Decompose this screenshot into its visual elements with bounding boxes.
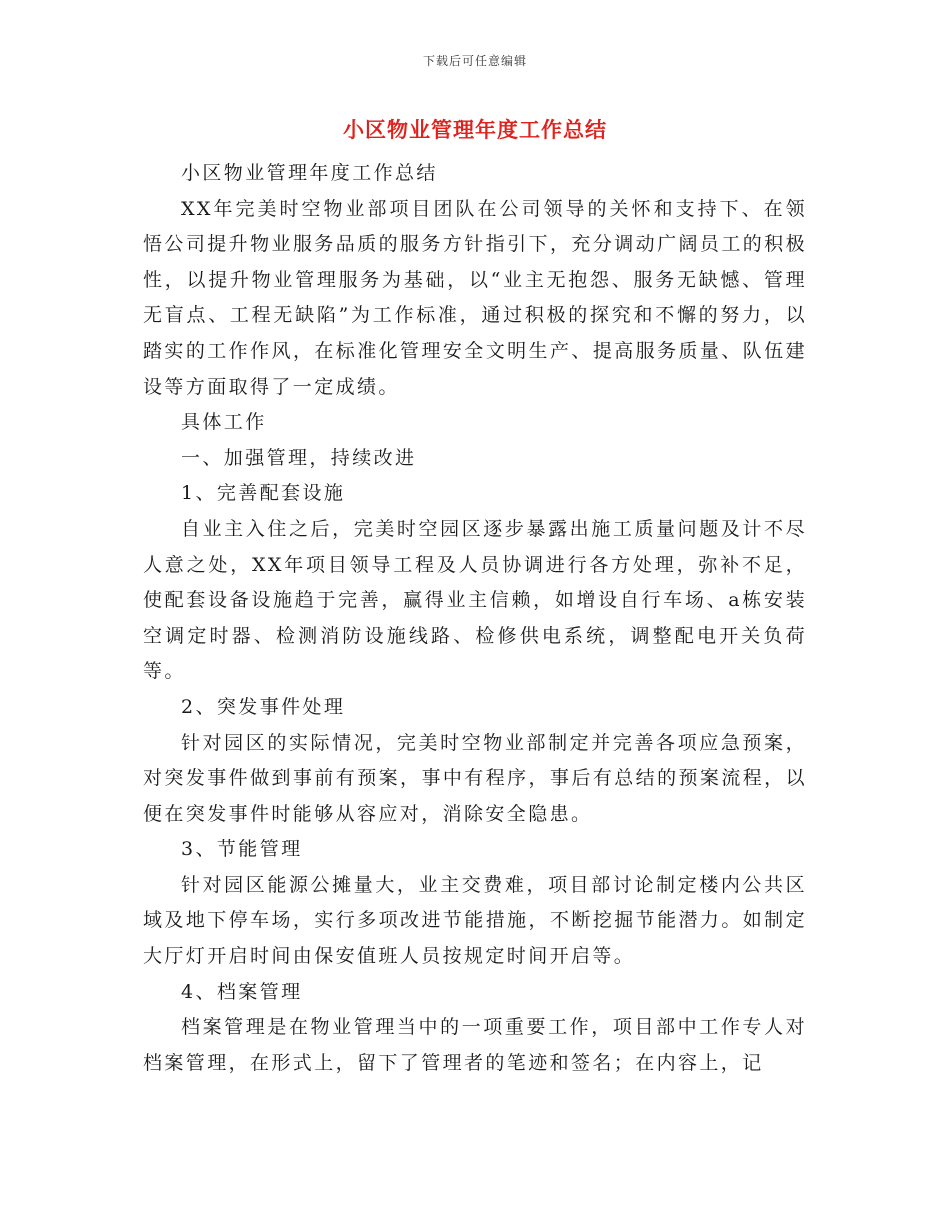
subheading-energy: 3、节能管理 bbox=[181, 838, 303, 861]
subheading-facilities: 1、完善配套设施 bbox=[181, 482, 346, 505]
document-title: 小区物业管理年度工作总结 bbox=[343, 117, 607, 142]
section-heading-strengthen-management: 一、加强管理，持续改进 bbox=[181, 446, 417, 469]
document-body bbox=[143, 156, 807, 1081]
paragraph-archives: 档案管理是在物业管理当中的一项重要工作，项目部中工作专人对档案管理，在形式上，留下了管理者的笔迹和签名；在内容上，记 bbox=[143, 1016, 807, 1074]
subheading-emergency: 2、突发事件处理 bbox=[181, 695, 346, 718]
subheading-archives: 4、档案管理 bbox=[181, 980, 303, 1003]
paragraph-facilities: 自业主入住之后，完美时空园区逐步暴露出施工质量问题及计不尽人意之处，XX年项目领导工程及人员协调进行各方处理，弥补不足，使配套设备设施趋于完善，赢得业主信赖，如增设自行车场、a栋安装空调定时器、检测消防设施线路、检修供电系统，调整配电开关负荷等。 bbox=[143, 517, 807, 683]
paragraph-subtitle: 小区物业管理年度工作总结 bbox=[181, 162, 438, 184]
section-heading-specific-work: 具体工作 bbox=[181, 411, 267, 434]
paragraph-energy: 针对园区能源公摊量大，业主交费难，项目部讨论制定楼内公共区域及地下停车场，实行多项改进节能措施，不断挖掘节能潜力。如制定大厅灯开启时间由保安值班人员按规定时间开启等。 bbox=[143, 873, 807, 968]
paragraph-emergency: 针对园区的实际情况，完美时空物业部制定并完善各项应急预案，对突发事件做到事前有预案，事中有程序，事后有总结的预案流程，以便在突发事件时能够从容应对，消除安全隐患。 bbox=[143, 731, 807, 825]
header-note: 下载后可任意编辑 bbox=[422, 54, 527, 68]
paragraph-intro: XX年完美时空物业部项目团队在公司领导的关怀和支持下、在领悟公司提升物业服务品质的服务方针指引下，充分调动广阔员工的积极性，以提升物业管理服务为基础，以“业主无抱怨、服务无缺憾、管理无盲点、工程无缺陷”为工作标准，通过积极的探究和不懈的努力，以踏实的工作作风，在标准化管理安全文明生产、提高服务质量、队伍建设等方面取得了一定成绩。 bbox=[143, 197, 807, 398]
